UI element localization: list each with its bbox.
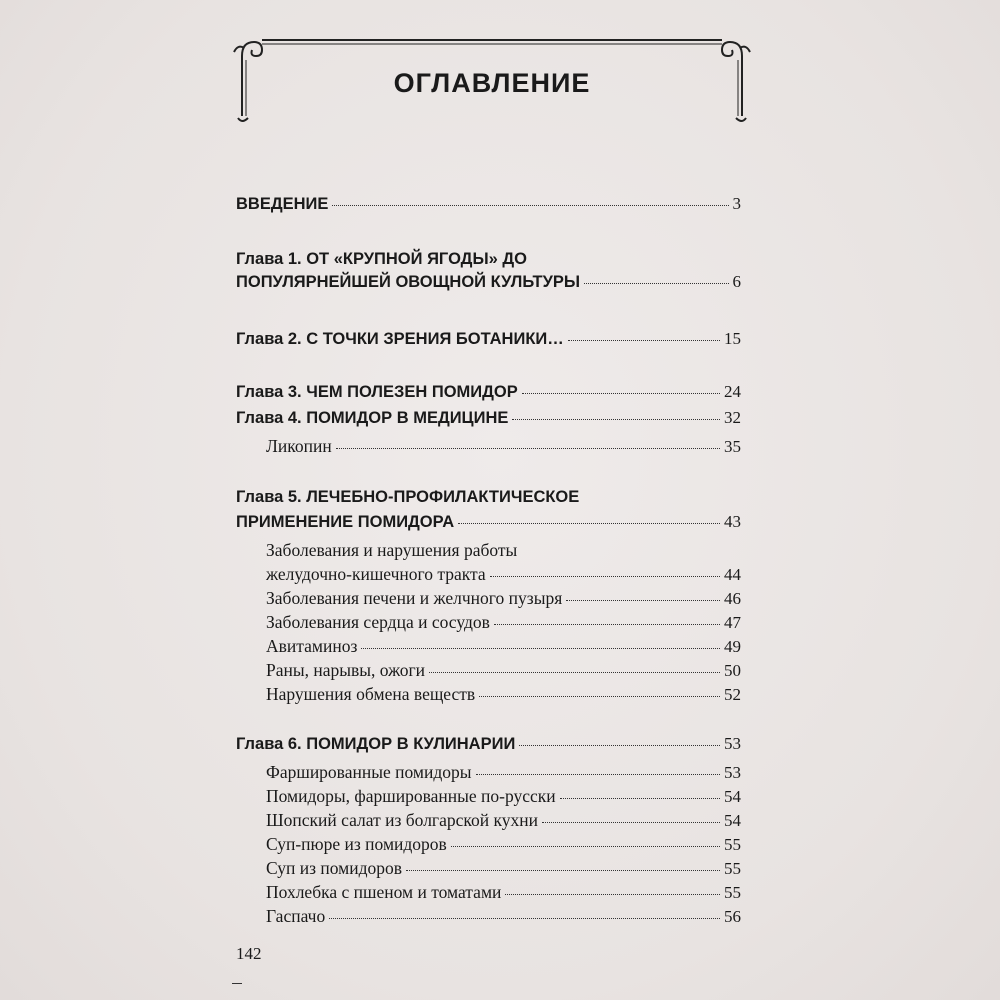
entry-label: ПРИМЕНЕНИЕ ПОМИДОРА (236, 513, 455, 531)
toc-entry-gazpacho[interactable] (266, 906, 741, 927)
entry-label: желудочно-кишечного тракта (266, 564, 486, 584)
page-number: 32 (724, 408, 741, 427)
page-number: 49 (724, 637, 741, 656)
leader-dots (584, 283, 728, 284)
toc-entry-tomato-soup[interactable] (266, 858, 741, 879)
entry-label: Похлебка с пшеном и томатами (266, 882, 502, 902)
toc-entry-millet-stew[interactable] (266, 882, 741, 903)
entry-label: Суп-пюре из помидоров (266, 834, 447, 854)
entry-label: ВВЕДЕНИЕ (236, 195, 329, 213)
toc-entry-russian-stuffed[interactable] (266, 786, 741, 807)
toc-entry-heart[interactable] (266, 612, 741, 633)
page-number: 53 (724, 734, 741, 753)
leader-dots (429, 672, 720, 673)
leader-dots (512, 419, 720, 420)
leader-dots (336, 448, 720, 449)
leader-dots (329, 918, 720, 919)
toc-entry-stuffed-tomatoes[interactable] (266, 762, 741, 783)
entry-label: Глава 2. С ТОЧКИ ЗРЕНИЯ БОТАНИКИ… (236, 330, 564, 348)
page-number: 3 (732, 194, 741, 213)
page-number: 54 (724, 787, 741, 806)
page-number: 53 (724, 763, 741, 782)
leader-dots (451, 846, 720, 847)
title-ornament-frame (232, 26, 752, 126)
page-number: 56 (724, 907, 741, 926)
folio-dash (232, 983, 242, 984)
toc-entry-chapter-4[interactable] (236, 408, 741, 428)
toc-entry-gi-line1: Заболевания и нарушения работы (266, 540, 518, 560)
page-number: 55 (724, 883, 741, 902)
page-number: 55 (724, 835, 741, 854)
entry-label: Помидоры, фаршированные по-русски (266, 786, 556, 806)
page-number: 55 (724, 859, 741, 878)
leader-dots (542, 822, 720, 823)
page-number: 50 (724, 661, 741, 680)
leader-dots (560, 798, 720, 799)
page-number: 52 (724, 685, 741, 704)
leader-dots (494, 624, 720, 625)
leader-dots (458, 523, 720, 524)
leader-dots (505, 894, 720, 895)
toc-entry-puree-soup[interactable] (266, 834, 741, 855)
entry-label: Фаршированные помидоры (266, 762, 472, 782)
entry-label: Глава 6. ПОМИДОР В КУЛИНАРИИ (236, 735, 516, 753)
leader-dots (490, 576, 720, 577)
entry-label: Нарушения обмена веществ (266, 684, 476, 704)
page-number: 15 (724, 329, 741, 348)
toc-entry-avitaminosis[interactable] (266, 636, 741, 657)
entry-label: Шопский салат из болгарской кухни (266, 810, 538, 830)
page-number: 43 (724, 512, 741, 531)
entry-label: Заболевания печени и желчного пузыря (266, 588, 563, 608)
page-number: 54 (724, 811, 741, 830)
entry-label: Ликопин (266, 436, 332, 456)
page-number: 24 (724, 382, 741, 401)
leader-dots (479, 696, 720, 697)
leader-dots (332, 205, 728, 206)
page-title: ОГЛАВЛЕНИЕ (393, 68, 591, 98)
leader-dots (522, 393, 720, 394)
page-number: 6 (732, 272, 741, 291)
toc-entry-chapter-5-line1: Глава 5. ЛЕЧЕБНО-ПРОФИЛАКТИЧЕСКОЕ (236, 488, 580, 506)
leader-dots (568, 340, 720, 341)
entry-label: Глава 4. ПОМИДОР В МЕДИЦИНЕ (236, 409, 509, 427)
entry-label: Гаспачо (266, 906, 326, 926)
page-number: 47 (724, 613, 741, 632)
toc-entry-liver[interactable] (266, 588, 741, 609)
toc-entry-metabolism[interactable] (266, 684, 741, 705)
toc-entry-introduction[interactable] (236, 194, 741, 214)
entry-label: Суп из помидоров (266, 858, 403, 878)
entry-label: Раны, нарывы, ожоги (266, 660, 426, 680)
toc-entry-chapter-3[interactable] (236, 382, 741, 402)
toc-entry-shopska-salad[interactable] (266, 810, 741, 831)
page-number: 35 (724, 437, 741, 456)
toc-entry-chapter-5[interactable] (236, 512, 741, 532)
toc-entry-chapter-1-line1: Глава 1. ОТ «КРУПНОЙ ЯГОДЫ» ДО (236, 250, 527, 268)
leader-dots (519, 745, 720, 746)
leader-dots (361, 648, 720, 649)
toc-entry-gi-tract[interactable] (266, 564, 741, 585)
leader-dots (406, 870, 720, 871)
entry-label: Глава 3. ЧЕМ ПОЛЕЗЕН ПОМИДОР (236, 383, 518, 401)
page-number: 44 (724, 565, 741, 584)
toc-entry-lycopene[interactable] (266, 436, 741, 457)
page-number: 46 (724, 589, 741, 608)
toc-entry-wounds[interactable] (266, 660, 741, 681)
toc-entry-chapter-6[interactable] (236, 734, 741, 754)
toc-entry-chapter-2[interactable] (236, 329, 741, 349)
entry-label: ПОПУЛЯРНЕЙШЕЙ ОВОЩНОЙ КУЛЬТУРЫ (236, 273, 581, 291)
leader-dots (476, 774, 721, 775)
entry-label: Авитаминоз (266, 636, 358, 656)
toc-entry-chapter-1[interactable] (236, 272, 741, 292)
leader-dots (566, 600, 720, 601)
entry-label: Заболевания сердца и сосудов (266, 612, 490, 632)
page-folio-number: 142 (236, 944, 262, 963)
